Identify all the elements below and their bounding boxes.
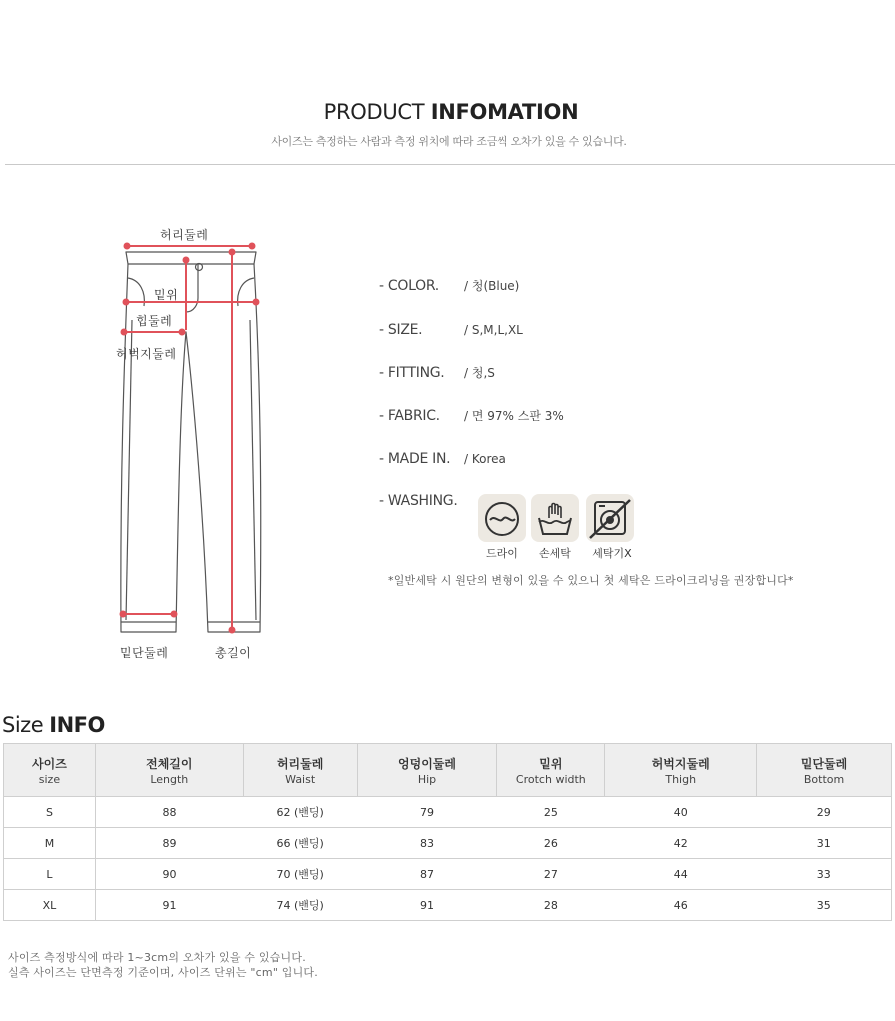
table-cell: 26 [497,828,605,859]
label-length: 총길이 [215,646,252,660]
spec-color [379,277,519,297]
table-cell: 40 [605,797,757,828]
size-table-header [4,744,892,797]
table-cell: 35 [757,890,892,921]
header-divider [5,164,895,165]
table-cell: 25 [497,797,605,828]
spec-key: - FITTING. [379,365,445,381]
label-bottom: 밑단둘레 [120,646,169,660]
table-cell: 89 [95,828,243,859]
table-cell: 87 [357,859,497,890]
size-cell: XL [4,890,96,921]
size-table [3,743,892,921]
table-cell: 62 (밴딩) [243,797,357,828]
spec-value: / S,M,L,XL [464,323,523,337]
spec-value: / 청,S [464,366,495,380]
page-title: PRODUCT INFOMATION [323,100,579,124]
size-notes [8,950,318,980]
table-cell: 42 [605,828,757,859]
spec-key: - MADE IN. [379,451,451,467]
wash-label: 드라이 [486,547,518,560]
table-cell: 90 [95,859,243,890]
size-cell: L [4,859,96,890]
column-header: 엉덩이둘레 Hip [357,744,497,797]
spec-fitting [379,364,495,384]
spec-fabric [379,407,564,427]
pants-illustration [110,220,280,670]
size-cell: M [4,828,96,859]
table-cell: 74 (밴딩) [243,890,357,921]
label-thigh: 허벅지둘레 [116,347,177,361]
table-cell: 27 [497,859,605,890]
spec-key: - FABRIC. [379,408,440,424]
size-cell: S [4,797,96,828]
table-cell: 79 [357,797,497,828]
spec-key: - COLOR. [379,278,439,294]
spec-washing [379,493,464,513]
spec-made-in [379,451,506,471]
table-cell: 83 [357,828,497,859]
wash-label: 세탁기X [592,547,632,560]
table-cell: 44 [605,859,757,890]
table-cell: 33 [757,859,892,890]
table-cell: 31 [757,828,892,859]
table-cell: 91 [357,890,497,921]
table-row [4,797,892,828]
note-line: 사이즈 측정방식에 따라 1~3cm의 오차가 있을 수 있습니다. [8,951,306,964]
hand-wash-icon [531,494,579,542]
table-row [4,859,892,890]
wash-label: 손세탁 [539,547,571,560]
table-cell: 88 [95,797,243,828]
column-header: 허벅지둘레 Thigh [605,744,757,797]
page-subtitle: 사이즈는 측정하는 사람과 측정 위치에 따라 조금씩 오차가 있을 수 있습니다. [271,135,627,148]
note-line: 실측 사이즈는 단면측정 기준이며, 사이즈 단위는 "cm" 입니다. [8,966,318,979]
washing-note: *일반세탁 시 원단의 변형이 있을 수 있으니 첫 세탁은 드라이크리닝을 권장합니다* [388,574,794,587]
table-cell: 70 (밴딩) [243,859,357,890]
dry-clean-icon [478,494,526,542]
spec-size [379,322,523,342]
spec-value: / 면 97% 스판 3% [464,409,564,423]
label-waist: 허리둘레 [160,228,209,242]
column-header: 밑위 Crotch width [497,744,605,797]
table-cell: 66 (밴딩) [243,828,357,859]
pants-measurement-diagram [110,220,280,670]
column-header: 전체길이 Length [95,744,243,797]
table-cell: 29 [757,797,892,828]
measurement-lines [121,244,259,633]
table-cell: 28 [497,890,605,921]
spec-key: - SIZE. [379,322,423,338]
no-machine-wash-icon [586,494,634,542]
label-hip: 힙둘레 [136,314,173,328]
pants-outline [121,252,261,632]
table-cell: 91 [95,890,243,921]
table-cell: 46 [605,890,757,921]
spec-key: - WASHING. [379,493,458,509]
table-row [4,890,892,921]
table-row [4,828,892,859]
spec-value: / 청(Blue) [464,279,520,293]
spec-value: / Korea [464,452,506,466]
column-header: 밑단둘레 Bottom [757,744,892,797]
label-crotch: 밑위 [154,288,179,302]
size-info-title: Size INFO [2,713,105,737]
column-header: 사이즈 size [4,744,96,797]
column-header: 허리둘레 Waist [243,744,357,797]
